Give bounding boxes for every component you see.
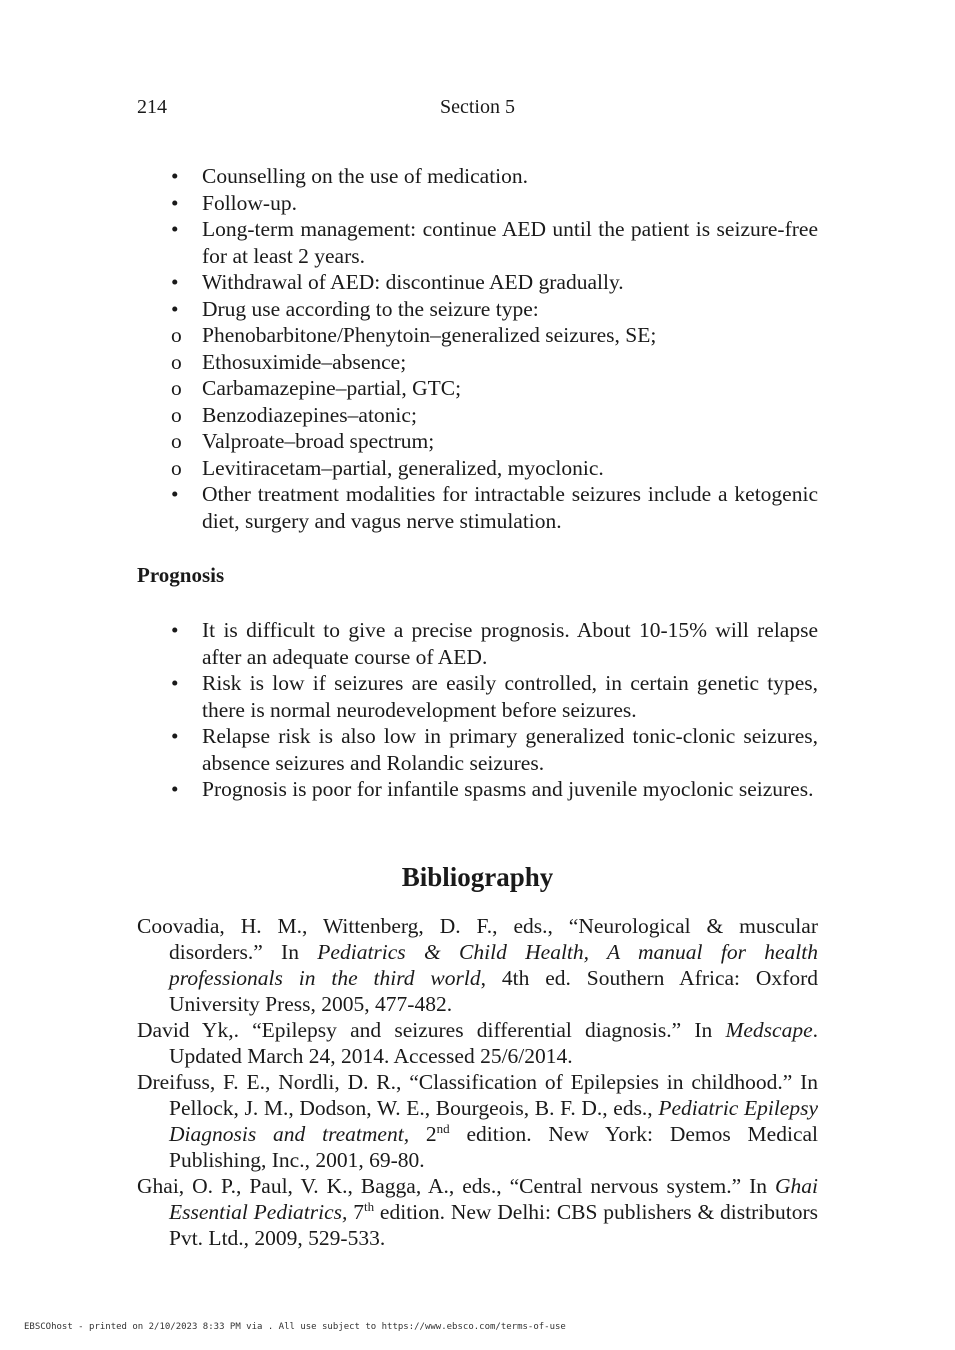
reference-item: Coovadia, H. M., Wittenberg, D. F., eds., “Neurological & muscular disorders.” In Pediatrics & Child Health, A manual for health professionals in the third world, 4th ed. Southern Africa: Oxford University Press, 2005, 477-482.	[137, 914, 818, 1016]
sublist-item: o Levitiracetam–partial, generalized, myoclonic.	[171, 455, 604, 480]
page-number: 214	[137, 96, 167, 118]
reference-item: Dreifuss, F. E., Nordli, D. R., “Classification of Epilepsies in childhood.” In Pellock, J. M., Dodson, W. E., Bourgeois, B. F. D., eds., Pediatric Epilepsy Diagnosis and treatment, 2nd edition. New York: Demos Medical Publishing, Inc., 2001, 69-80.	[137, 1070, 819, 1172]
list-item: • Withdrawal of AED: discontinue AED gradually.	[171, 270, 624, 294]
page-header	[137, 96, 818, 122]
reference-item: David Yk,. “Epilepsy and seizures differential diagnosis.” In Medscape. Updated March 24, 2014. Accessed 25/6/2014.	[137, 1018, 818, 1068]
sublist-item: o Phenobarbitone/Phenytoin–generalized seizures, SE;	[171, 323, 657, 347]
list-item: • Relapse risk is also low in primary generalized tonic-clonic seizures, absence seizures and Rolandic seizures.	[171, 724, 818, 775]
section-label: Section 5	[440, 96, 515, 118]
sublist-item: o Carbamazepine–partial, GTC;	[171, 376, 462, 400]
list-item: • Prognosis is poor for infantile spasms and juvenile myoclonic seizures.	[171, 777, 814, 801]
bibliography-title: Bibliography	[401, 862, 554, 892]
reference-item: Ghai, O. P., Paul, V. K., Bagga, A., eds., “Central nervous system.” In Ghai Essential Pediatrics, 7th edition. New Delhi: CBS publishers & distributors Pvt. Ltd., 2009, 529-533.	[137, 1174, 818, 1250]
ebsco-footer: EBSCOhost - printed on 2/10/2023 8:33 PM via . All use subject to https://www.ebsco.com/terms-of-use	[24, 1322, 566, 1332]
list-item: • Long-term management: continue AED until the patient is seizure-free for at least 2 years.	[171, 217, 818, 268]
list-item: • Follow-up.	[171, 190, 297, 215]
list-item: • Risk is low if seizures are easily controlled, in certain genetic types, there is normal neurodevelopment before seizures.	[171, 671, 818, 722]
treatment-list	[137, 163, 818, 534]
prognosis-heading: Prognosis	[137, 563, 225, 587]
list-item: • Counselling on the use of medication.	[171, 164, 529, 188]
sublist-item: o Benzodiazepines–atonic;	[171, 402, 417, 427]
list-item: • It is difficult to give a precise prognosis. About 10-15% will relapse after an adequate course of AED.	[171, 618, 818, 669]
sublist-item: o Ethosuximide–absence;	[171, 349, 407, 374]
drug-sublist	[171, 322, 818, 481]
sublist-item: o Valproate–broad spectrum;	[171, 429, 435, 453]
reference-list	[137, 913, 818, 1251]
prognosis-list	[137, 617, 818, 803]
list-item: • Drug use according to the seizure type: o Phenobarbitone/Phenytoin–generalized seizures, SE; o Ethosuximide–absence; o Carbamazepine–partial, GTC; o Benzodiazepines–atonic; o Valproate–broad spectrum; o Levitiracetam–partial, generalized, myoclonic.	[137, 296, 818, 482]
list-item: • Other treatment modalities for intractable seizures include a ketogenic diet, surgery and vagus nerve stimulation.	[171, 482, 818, 533]
